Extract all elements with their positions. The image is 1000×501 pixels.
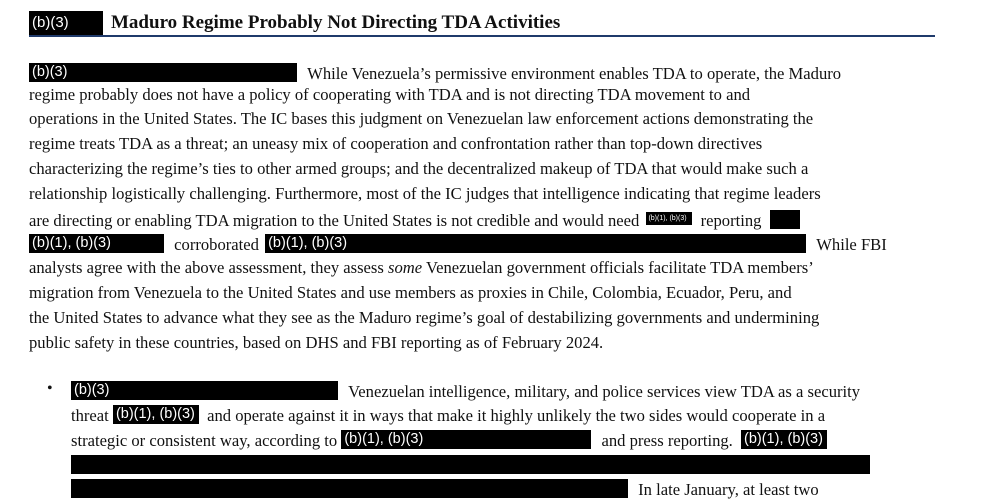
bullet-text: and operate against it in ways that make it highly unlikely the two sides would cooperate in a [207, 406, 826, 425]
paragraph-line: the United States to advance what they see as the Maduro regime’s goal of destabilizing governments and undermining [29, 308, 820, 327]
section-header [29, 11, 935, 37]
redaction-block: (b)(1), (b)(3) [29, 234, 164, 253]
paragraph-text: While FBI [816, 235, 887, 254]
paragraph-line: characterizing the regime’s ties to other armed groups; and the decentralized makeup of TDA that would make such a [29, 159, 809, 178]
paragraph-text: are directing or enabling TDA migration to the United States is not credible and would need [29, 211, 640, 230]
redaction-block: (b)(1), (b)(3) [265, 234, 806, 253]
redaction-block [71, 479, 628, 498]
redaction-block [71, 455, 870, 474]
bullet-text: strategic or consistent way, according to [71, 431, 338, 450]
paragraph-text: Venezuelan government officials facilitate TDA members’ [425, 258, 814, 277]
bullet-line [71, 427, 827, 451]
paragraph-text: corroborated [174, 235, 259, 254]
section-title: Maduro Regime Probably Not Directing TDA Activities [111, 12, 561, 33]
emphasis-text: some [388, 258, 423, 277]
paragraph-line: migration from Venezuela to the United States and use members as proxies in Chile, Colombia, Ecuador, Peru, and [29, 283, 792, 302]
bullet-line [71, 378, 860, 402]
bullet-line [71, 452, 870, 476]
redaction-block: (b)(1), (b)(3) [113, 405, 199, 424]
redaction-block: (b)(3) [29, 63, 297, 82]
paragraph-line: operations in the United States. The IC bases this judgment on Venezuelan law enforcement actions demonstrating the [29, 109, 814, 128]
header-rule [29, 35, 935, 37]
redaction-block: (b)(1), (b)(3) [341, 430, 591, 449]
paragraph-line: public safety in these countries, based on DHS and FBI reporting as of February 2024. [29, 333, 604, 352]
bullet-line [71, 402, 825, 426]
classification-marking: (b)(3) [29, 11, 103, 35]
paragraph-line [29, 207, 800, 231]
bullet-marker: • [47, 380, 53, 397]
paragraph-text: While Venezuela’s permissive environment enables TDA to operate, the Maduro [307, 64, 842, 83]
paragraph-line: relationship logistically challenging. Furthermore, most of the IC judges that intelligence indicating that regime leaders [29, 184, 821, 203]
paragraph-line [29, 231, 887, 255]
redaction-block: (b)(1), (b)(3) [646, 212, 692, 225]
paragraph-line [29, 257, 814, 281]
paragraph-text: analysts agree with the above assessment, they assess [29, 258, 384, 277]
bullet-line [71, 476, 819, 500]
bullet-text: threat [71, 406, 109, 425]
redaction-block: (b)(1), (b)(3) [741, 430, 827, 449]
paragraph-line [29, 60, 841, 84]
bullet-text: In late January, at least two [638, 480, 819, 499]
bullet-text: Venezuelan intelligence, military, and police services view TDA as a security [348, 382, 861, 401]
paragraph-line: regime treats TDA as a threat; an uneasy mix of cooperation and confrontation rather than top-down directives [29, 134, 763, 153]
redaction-block [770, 210, 800, 229]
bullet-text: and press reporting. [601, 431, 733, 450]
redaction-block: (b)(3) [71, 381, 338, 400]
paragraph-line: regime probably does not have a policy of cooperating with TDA and is not directing TDA movement to and [29, 85, 751, 104]
paragraph-text: reporting [700, 211, 762, 230]
